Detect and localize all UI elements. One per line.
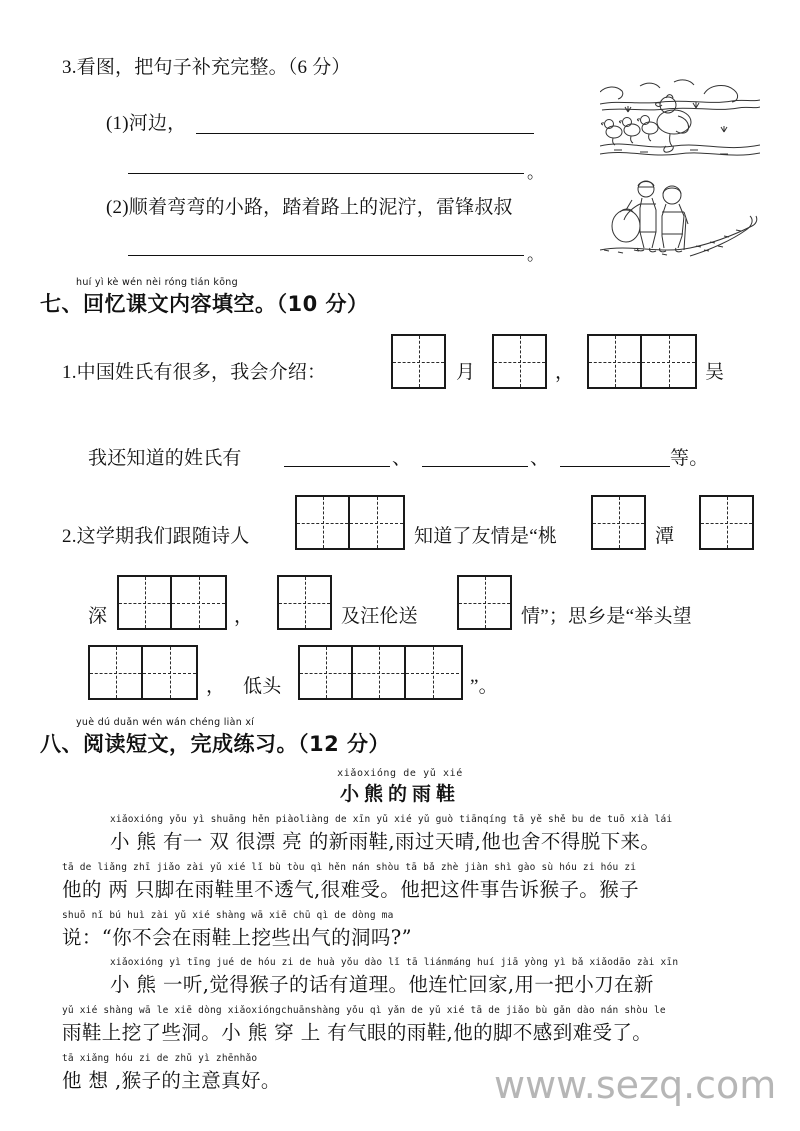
question-3-item-1-label: (1)河边， <box>106 113 187 134</box>
section-8-pinyin: yuè dú duǎn wén wán chéng liàn xí <box>76 717 255 728</box>
question-3-heading: 3.看图，把句子补充完整。（6 分） <box>62 57 351 78</box>
section-7-q1-after-box2: ， <box>555 362 575 383</box>
answer-blank-surname-1[interactable] <box>284 466 390 467</box>
section-7-q2-mid-2: 潭 <box>655 526 675 547</box>
section-7-q1-lead: 1.中国姓氏有很多，我会介绍： <box>62 362 327 383</box>
answer-line-3-1-b[interactable] <box>128 173 524 174</box>
answer-line-3-2[interactable] <box>128 255 524 256</box>
tianzige-cell[interactable] <box>701 497 752 548</box>
tianzige-q2-boxB[interactable] <box>591 495 646 550</box>
story-title-pinyin: xiǎoxióng de yǔ xié <box>337 768 463 779</box>
tianzige-cell[interactable] <box>459 577 510 628</box>
story-line-1-hanzi: 小 熊 有一 双 很漂 亮 的新雨鞋,雨过天晴,他也舍不得脱下来。 <box>110 830 661 853</box>
section-8-title: 八、阅读短文，完成练习。（12 分） <box>40 732 391 756</box>
story-line-1 <box>110 814 672 854</box>
section-7-q2-mid-7: 低头 <box>243 676 282 697</box>
section-7-q2-lead: 2.这学期我们跟随诗人 <box>62 526 250 547</box>
tianzige-cell[interactable] <box>593 497 644 548</box>
section-7-q1-after-box3: 吴 <box>705 362 725 383</box>
story-line-5-hanzi: 雨鞋上挖了些洞。小 熊 穿 上 有气眼的雨鞋,他的脚不感到难受了。 <box>62 1021 653 1044</box>
tianzige-cell[interactable] <box>90 647 143 698</box>
answer-blank-surname-3[interactable] <box>560 466 670 467</box>
tianzige-cell[interactable] <box>494 336 545 387</box>
tianzige-cell[interactable] <box>350 497 403 548</box>
section-7-q2-mid-6: ， <box>206 676 226 697</box>
ducks-by-river-drawing <box>600 74 760 162</box>
story-line-3 <box>62 910 412 950</box>
tianzige-q1-box2[interactable] <box>492 334 547 389</box>
section-7-title: 七、回忆课文内容填空。（10 分） <box>40 292 369 316</box>
tianzige-cell[interactable] <box>406 647 459 698</box>
section-7-q2-mid-8: ”。 <box>470 676 498 697</box>
story-line-3-pinyin: shuō nǐ bú huì zài yǔ xié shàng wā xiē chū qì de dòng ma <box>62 910 394 921</box>
story-line-6 <box>62 1053 281 1093</box>
story-title-block <box>280 768 520 806</box>
tianzige-cell[interactable] <box>300 647 353 698</box>
section-7-q2-mid-4: 及汪伦送 <box>341 606 418 627</box>
tianzige-q2-boxC[interactable] <box>699 495 754 550</box>
answer-blank-surname-2[interactable] <box>422 466 528 467</box>
tianzige-q2-boxG[interactable] <box>88 645 198 700</box>
tianzige-q1-box1[interactable] <box>391 334 446 389</box>
section-7-q1-line2-lead: 我还知道的姓氏有 <box>88 448 242 469</box>
question-3-item-2-label: (2)顺着弯弯的小路，踏着路上的泥泞，雷锋叔叔 <box>106 197 513 218</box>
story-line-4 <box>110 957 678 997</box>
tianzige-cell[interactable] <box>393 336 444 387</box>
tianzige-cell[interactable] <box>297 497 350 548</box>
section-7-q1-sep-1: 、 <box>392 448 412 469</box>
story-line-1-pinyin: xiǎoxióng yǒu yì shuāng hěn piàoliàng de xīn yǔ xié yǔ guò tiānqíng tā yě shě bu de tuō xià lái <box>110 814 673 825</box>
tianzige-q2-boxD[interactable] <box>117 575 227 630</box>
story-line-6-pinyin: tā xiǎng hóu zi de zhǔ yì zhēnhǎo <box>62 1053 258 1064</box>
tianzige-q2-boxF[interactable] <box>457 575 512 630</box>
tianzige-q1-box3[interactable] <box>587 334 697 389</box>
tianzige-cell[interactable] <box>353 647 406 698</box>
tianzige-cell[interactable] <box>143 647 196 698</box>
story-title: 小熊的雨鞋 <box>339 783 460 805</box>
tianzige-q2-boxH[interactable] <box>298 645 463 700</box>
tianzige-cell[interactable] <box>172 577 225 628</box>
answer-line-3-1-a[interactable] <box>196 133 534 134</box>
story-line-4-hanzi: 小 熊 一听,觉得猴子的话有道理。他连忙回家,用一把小刀在新 <box>110 973 654 996</box>
story-line-4-pinyin: xiǎoxióng yì tīng jué de hóu zi de huà yǒu dào lǐ tā liánmáng huí jiā yòng yì bǎ xiǎodāo zài xīn <box>110 957 679 968</box>
story-line-5 <box>62 1005 666 1045</box>
section-7-q2-mid-3: ， <box>234 606 254 627</box>
section-7-q1-line2-tail: 等。 <box>670 448 709 469</box>
tianzige-q2-boxA[interactable] <box>295 495 405 550</box>
tianzige-cell[interactable] <box>589 336 642 387</box>
tianzige-cell[interactable] <box>279 577 330 628</box>
section-7-q2-mid-5: 情”；思乡是“举头望 <box>521 606 692 627</box>
tianzige-cell[interactable] <box>119 577 172 628</box>
section-7-q2-mid-1: 知道了友情是“桃 <box>414 526 558 547</box>
section-7-pinyin: huí yì kè wén nèi róng tián kōng <box>76 277 238 288</box>
story-line-6-hanzi: 他 想 ,猴子的主意真好。 <box>62 1069 281 1092</box>
story-line-2-pinyin: tā de liǎng zhī jiǎo zài yǔ xié lǐ bù tòu qì hěn nán shòu tā bǎ zhè jiàn shì gào sù hóu zi hóu zi <box>62 862 637 873</box>
lei-feng-on-muddy-path-drawing <box>600 170 760 258</box>
story-line-2 <box>62 862 639 902</box>
section-7-q1-after-box1: 月 <box>456 362 476 383</box>
tianzige-cell[interactable] <box>642 336 695 387</box>
story-line-5-pinyin: yǔ xié shàng wā le xiē dòng xiǎoxióngchuānshàng yǒu qì yǎn de yǔ xié tā de jiǎo bù gǎn dào nán shòu le <box>62 1005 666 1016</box>
site-watermark: www.sezq.com <box>494 1063 777 1107</box>
period-3-1: 。 <box>527 163 544 182</box>
section-7-q1-sep-2: 、 <box>530 448 550 469</box>
tianzige-q2-boxE[interactable] <box>277 575 332 630</box>
story-line-2-hanzi: 他的 两 只脚在雨鞋里不透气,很难受。他把这件事告诉猴子。猴子 <box>62 878 639 901</box>
section-7-q2-line2-lead: 深 <box>88 606 108 627</box>
story-line-3-hanzi: 说：“你不会在雨鞋上挖些出气的洞吗?” <box>62 926 412 949</box>
period-3-2: 。 <box>527 245 544 264</box>
